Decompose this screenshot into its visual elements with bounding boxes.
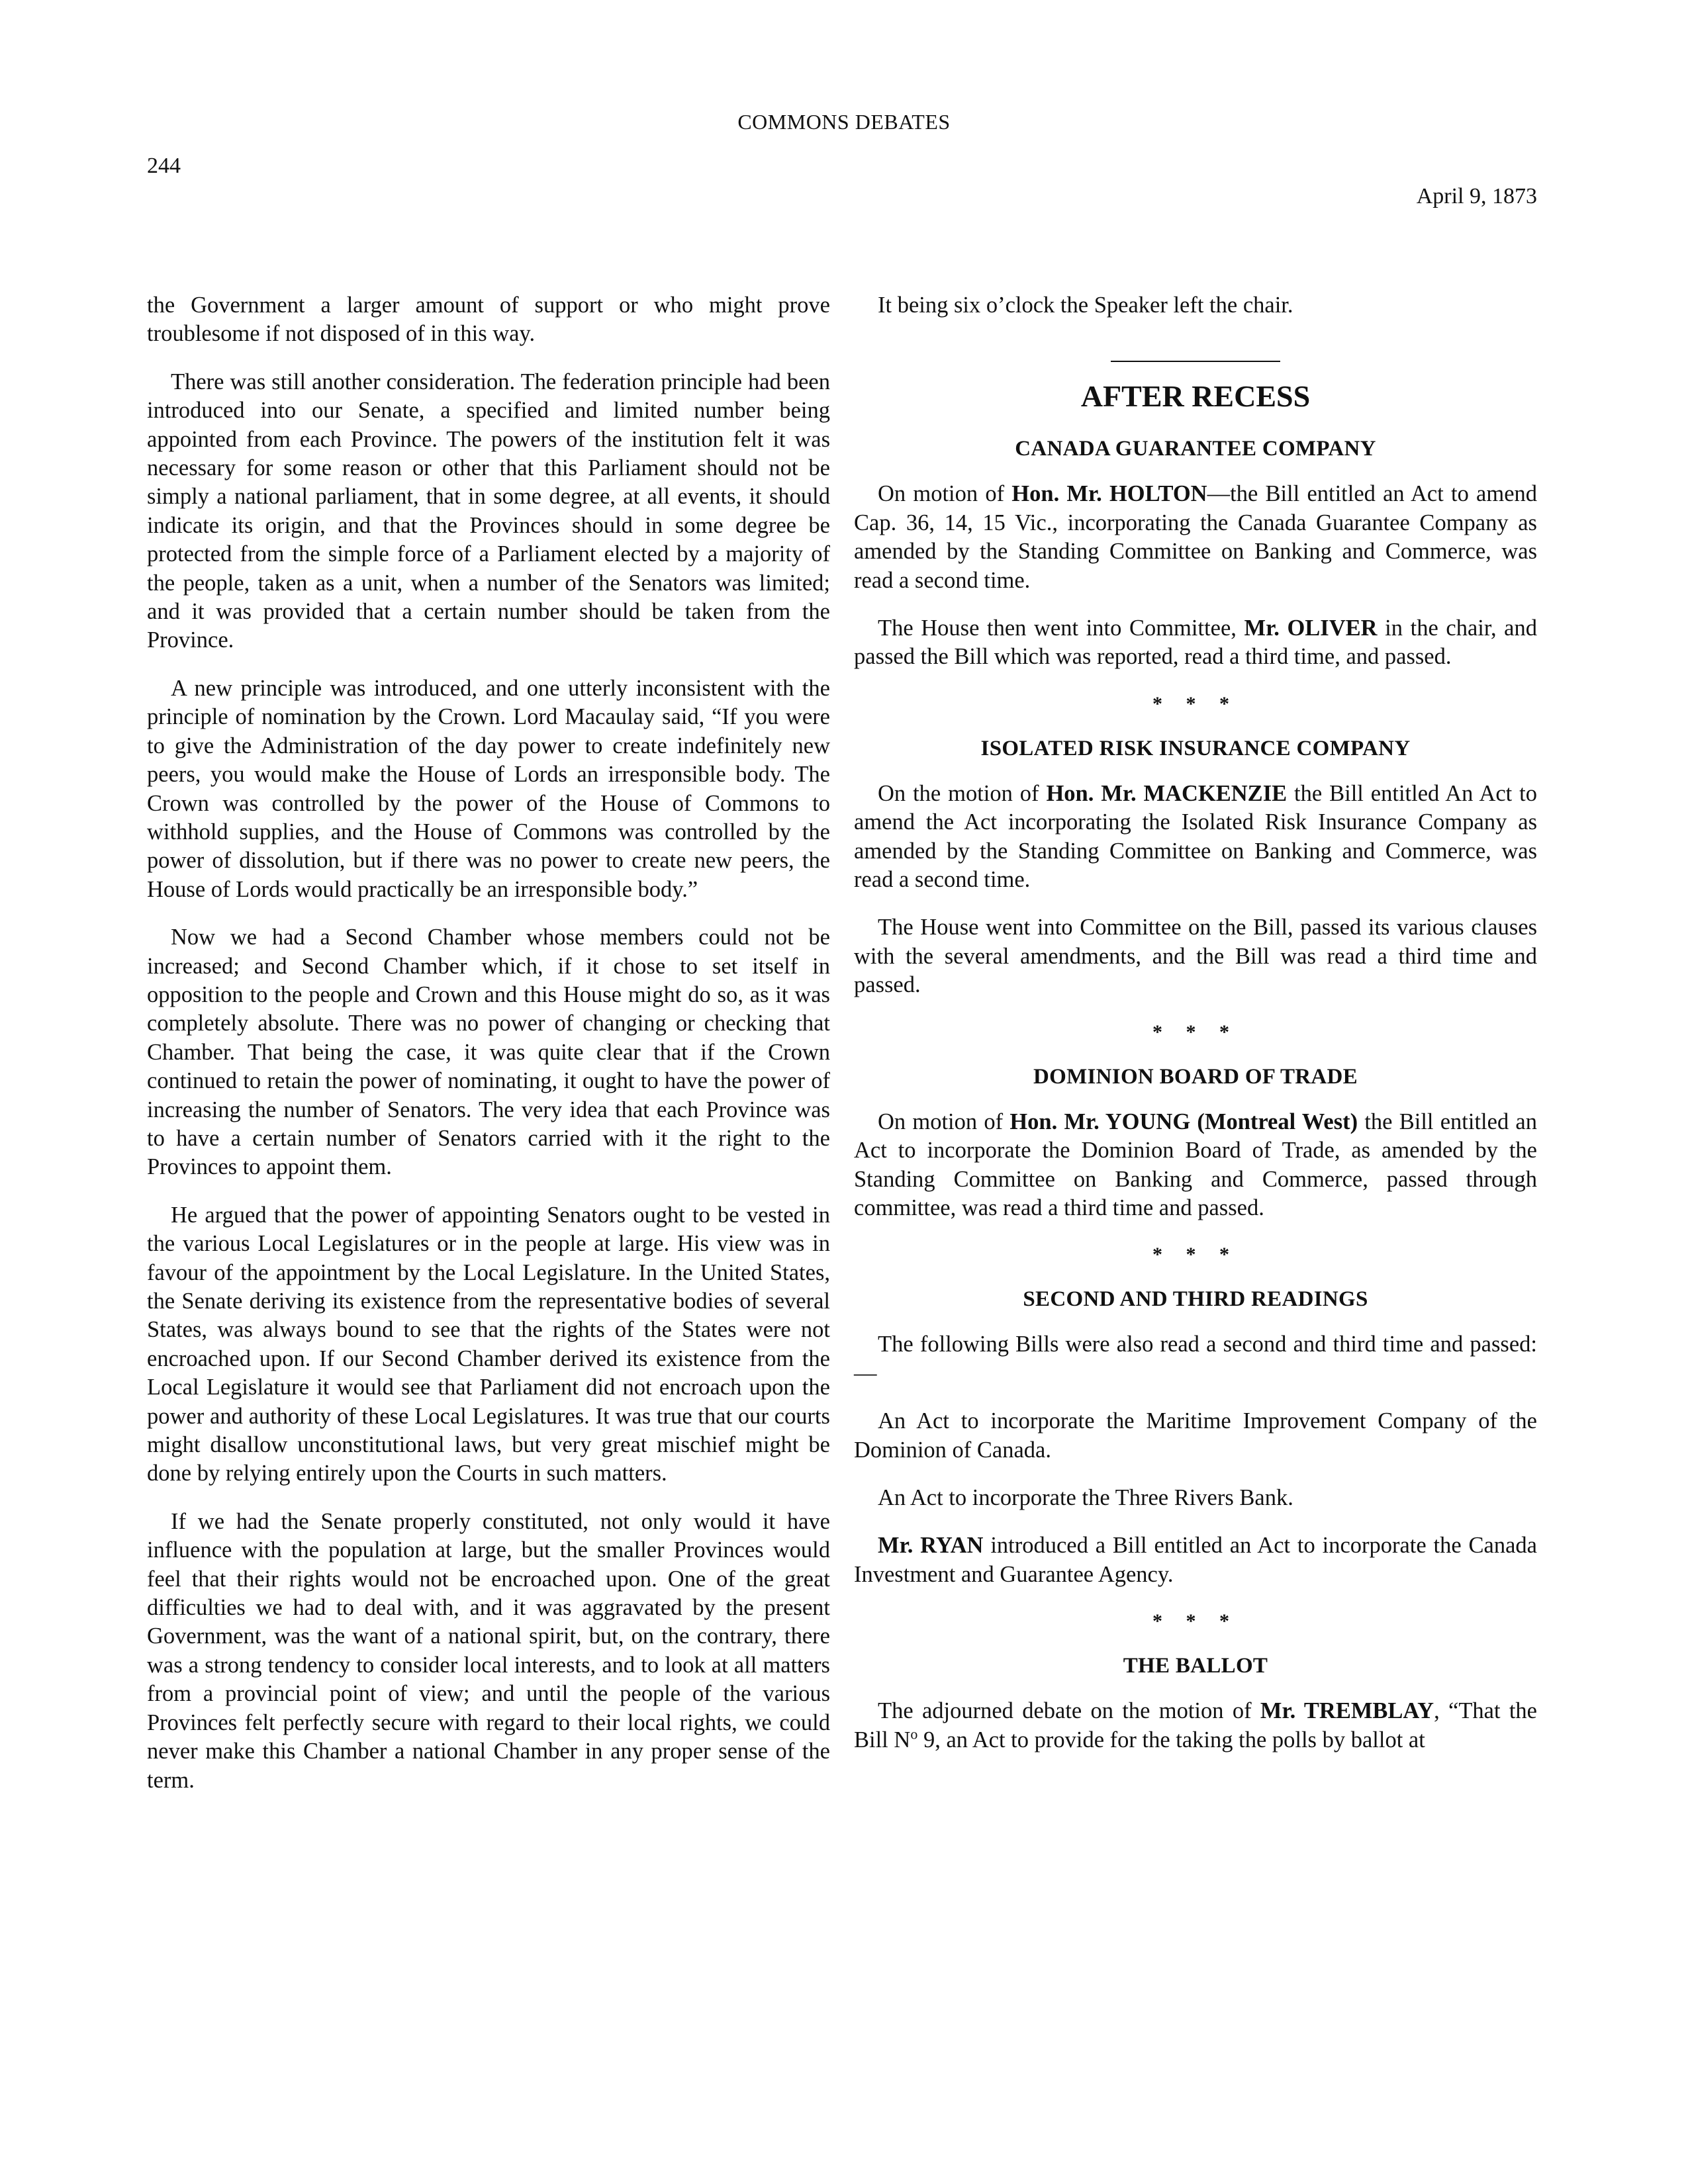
section-heading: DOMINION BOARD OF TRADE xyxy=(1033,1064,1358,1089)
paragraph: An Act to incorporate the Maritime Improvement Company of the Dominion of Canada. xyxy=(854,1408,1537,1463)
page-date: April 9, 1873 xyxy=(1416,184,1537,208)
section-divider xyxy=(1111,361,1280,362)
text: On the motion of xyxy=(878,780,1047,806)
paragraph: The House went into Committee on the Bill, passed its various clauses with the several amendments, and the Bill was read a third time and passed. xyxy=(854,915,1537,998)
right-column xyxy=(854,291,1537,1774)
text: introduced a Bill entitled an Act to incorporate the Canada Investment and Guarantee Agency. xyxy=(854,1533,1537,1587)
text: 9, an Act to provide for the taking the polls by ballot at xyxy=(917,1727,1425,1752)
left-column xyxy=(147,291,830,1814)
paragraph: The following Bills were also read a second and third time and passed:— xyxy=(854,1332,1537,1386)
paragraph: the Government a larger amount of support or who might prove troublesome if not disposed of in this way. xyxy=(147,293,830,347)
asterisk-separator: * * * xyxy=(1152,1610,1239,1633)
text: in the chair, and passed the Bill which was reported, read a third time, and passed. xyxy=(854,615,1537,670)
speaker-name: Mr. RYAN xyxy=(878,1533,984,1559)
speaker-name: Mr. OLIVER xyxy=(1244,615,1378,641)
text: —the Bill entitled an Act to amend Cap. 36, 14, 15 Vic., incorporating the Canada Guarantee Company as amended by the Standing Committee on Banking and Commerce, was read a second time. xyxy=(854,481,1538,593)
speaker-name: Hon. Mr. HOLTON xyxy=(1011,481,1207,507)
paragraph xyxy=(854,1697,1537,1754)
speaker-name: Hon. Mr. MACKENZIE xyxy=(1046,780,1288,806)
text: On motion of xyxy=(878,1109,1010,1134)
paragraph: He argued that the power of appointing Senators ought to be vested in the various Local Legislatures or in the people at large. His view was in favour of the appointment by the Local Legislature. In the United States, the Senate deriving its existence from the representative bodies of several States, was always bound to see that the rights of the States were not encroached upon. If our Second Chamber derived its existence from the Local Legislature it would see that Parliament did not encroach upon the power and authority of these Local Legislatures. It was true that our courts might disallow unconstitutional laws, but very great mischief might be done by relying entirely upon the Courts in such matters. xyxy=(147,1202,830,1486)
section-heading: CANADA GUARANTEE COMPANY xyxy=(1015,437,1376,461)
paragraph xyxy=(854,480,1537,595)
paragraph: Now we had a Second Chamber whose members could not be increased; and Second Chamber which, if it chose to set itself in opposition to the people and Crown and this House might do so, as it was completely absolute. There was no power of changing or checking that Chamber. That being the case, it was quite clear that if the Crown continued to retain the power of nominating, it ought to have the power of increasing the number of Senators. The very idea that each Province was to have a certain number of Senators carried with it the right to the Provinces to appoint them. xyxy=(147,925,830,1180)
speaker-name: Hon. Mr. YOUNG (Montreal West) xyxy=(1009,1109,1358,1134)
text: , “That the Bill N xyxy=(854,1698,1537,1752)
section-heading: ISOLATED RISK INSURANCE COMPANY xyxy=(980,736,1411,760)
paragraph xyxy=(854,1108,1537,1223)
asterisk-separator: * * * xyxy=(1152,692,1239,715)
paragraph: A new principle was introduced, and one utterly inconsistent with the principle of nomination by the Crown. Lord Macaulay said, “If you were to give the Administration of the day power to create indefinitely new peers, you would make the House of Lords an irresponsible body. The Crown was controlled by the power of the House of Commons to withhold supplies, and the House of Commons was controlled by the power of dissolution, but if there was no power to create new peers, the House of Lords would practically be an irresponsible body.” xyxy=(147,675,830,902)
text: the Bill entitled an Act to incorporate the Dominion Board of Trade, as amended by the Standing Committee on Banking and Commerce, passed through committee, was read a third time and passed. xyxy=(854,1109,1537,1220)
paragraph: It being six o’clock the Speaker left the chair. xyxy=(878,293,1293,318)
superscript: o xyxy=(910,1725,918,1743)
speaker-name: Mr. TREMBLAY xyxy=(1260,1698,1434,1724)
asterisk-separator: * * * xyxy=(1152,1244,1239,1266)
section-heading: THE BALLOT xyxy=(1123,1654,1268,1678)
page-number: 244 xyxy=(147,154,181,178)
paragraph: There was still another consideration. The federation principle had been introduced into our Senate, a specified and limited number being appointed from each Province. The powers of the institution felt it was necessary for some reason or other that this Parliament should not be simply a national parliament, that in some degree, at all events, it should indicate its origin, and that the Provinces should in some degree be protected from the simple force of a Parliament elected by a majority of the people, taken as a unit, when a number of the Senators was limited; and it was provided that a certain number should be taken from the Province. xyxy=(147,369,830,653)
running-head: COMMONS DEBATES xyxy=(737,110,951,134)
paragraph xyxy=(854,1531,1537,1589)
paragraph xyxy=(854,614,1537,672)
paragraph xyxy=(854,780,1537,895)
paragraph: An Act to incorporate the Three Rivers Bank. xyxy=(878,1484,1293,1510)
asterisk-separator: * * * xyxy=(1152,1021,1239,1043)
section-heading: SECOND AND THIRD READINGS xyxy=(1023,1287,1368,1312)
text: The adjourned debate on the motion of xyxy=(878,1698,1260,1724)
paragraph: If we had the Senate properly constituted, not only would it have influence with the population at large, but the smaller Provinces would feel that their rights would not be encroached upon. One of the great difficulties we had to deal with, and it was aggravated by the present Government, was the want of a national spirit, but, on the contrary, there was a strong tendency to consider local interests, and to look at all matters from a provincial point of view; and until the people of the various Provinces felt perfectly secure with regard to their local rights, we could never make this Chamber a national Chamber in any proper sense of the term. xyxy=(147,1508,830,1793)
text: On motion of xyxy=(878,481,1012,507)
text: The House then went into Committee, xyxy=(878,615,1244,641)
text: the Bill entitled An Act to amend the Act incorporating the Isolated Risk Insurance Company as amended by the Standing Committee on Banking and Commerce, was read a second time. xyxy=(854,780,1538,893)
after-recess-heading: AFTER RECESS xyxy=(1080,379,1311,414)
